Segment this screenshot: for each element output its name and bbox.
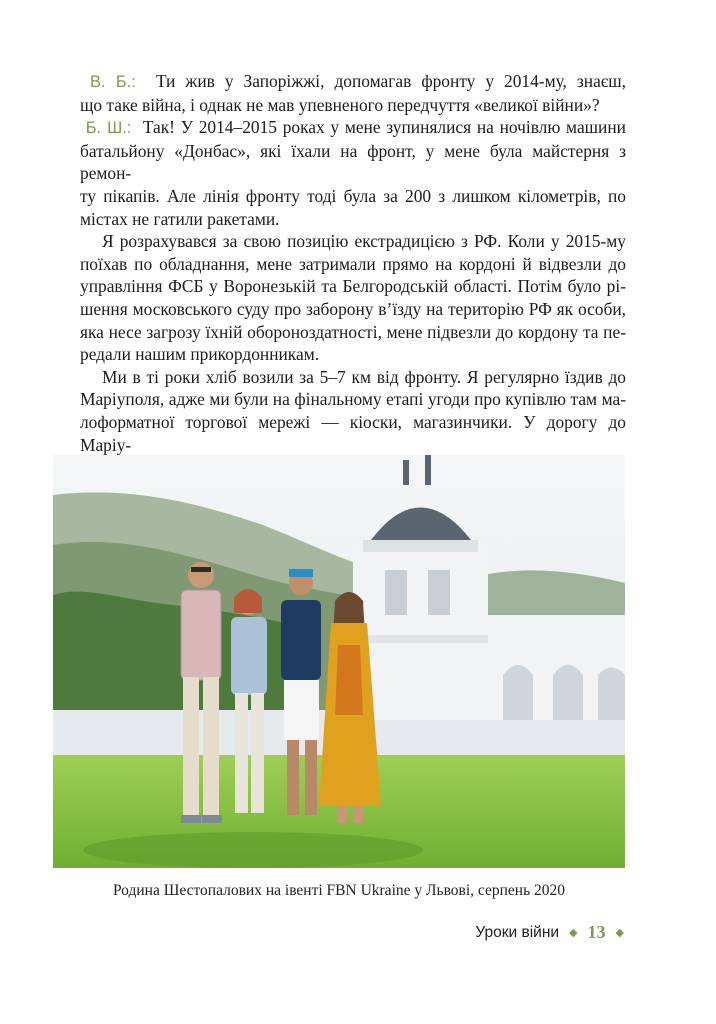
text-line: ту пікапів. Але лінія фронту тоді була за 200 з лишком кілометрів, по [80, 185, 626, 206]
text-line: батальйону «Донбас», які їхали на фронт, у мене була майстерня з ремон- [80, 140, 626, 184]
text-line: Ти жив у Запоріжжі, допомагав фронту у 2014-му, знаєш, [155, 71, 626, 91]
text-line: яка несе загрозу їхній обороноздатності, мене підвезли до кордону та пе- [80, 321, 626, 342]
text-line: Я розрахувався за свою позицію екстрадицією з РФ. Коли у 2015-му [102, 231, 626, 252]
speaker-label: Б. Ш.: [85, 119, 132, 138]
diamond-icon: ◆ [569, 927, 578, 939]
dialog-entry [80, 70, 626, 94]
text-line: поїхав по обладнання, мене затримали прямо на кордоні й відвезли до [80, 253, 626, 274]
text-line: лоформатної торгової мережі — кіоски, магазинчики. У дорогу до Маріу- [80, 411, 626, 455]
text-line: редали нашим прикордонникам. [80, 344, 320, 365]
running-title: Уроки війни [475, 923, 560, 941]
diamond-icon: ◆ [615, 927, 624, 939]
text-line: що таке війна, і однак не мав упевненого передчуття «великої війни»? [80, 94, 600, 115]
text-line: містах не гатили ракетами. [80, 208, 280, 229]
speaker-label: В. Б.: [90, 73, 136, 91]
photo-caption: Родина Шестопалових на івенті FBN Ukraine у Львові, серпень 2020 [112, 882, 566, 899]
text-line: Так! У 2014–2015 роках у мене зупинялися на ночівлю машини [142, 117, 626, 138]
dialog-entry [80, 116, 626, 140]
page-footer [475, 922, 624, 943]
text-line: Ми в ті роки хліб возили за 5–7 км від фронту. Я регулярно їздив до [102, 366, 626, 387]
text-line: управління ФСБ у Воронезькій та Белгородській області. Потім було рі- [80, 276, 626, 297]
page-number: 13 [587, 922, 606, 942]
family-photo [53, 455, 625, 868]
text-line: Маріуполя, адже ми були на фінальному етапі угоди про купівлю там ма- [80, 389, 626, 410]
text-line: шення московського суду про заборону вʼїзду на територію РФ як особи, [80, 298, 626, 319]
photo-illustration [53, 455, 625, 868]
body-text [80, 70, 626, 479]
